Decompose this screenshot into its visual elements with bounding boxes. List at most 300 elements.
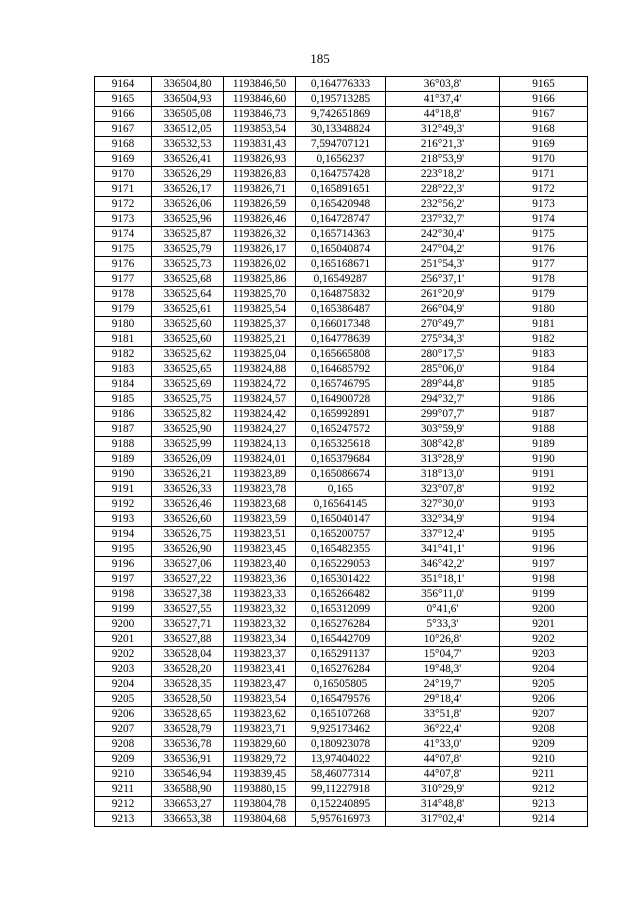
next-point-number-cell: 9178: [500, 272, 588, 287]
y-coordinate-cell: 1193823,40: [224, 557, 296, 572]
point-number-cell: 9177: [95, 272, 152, 287]
y-coordinate-cell: 1193826,83: [224, 167, 296, 182]
point-number-cell: 9187: [95, 422, 152, 437]
distance-cell: 0,165200757: [296, 527, 386, 542]
bearing-angle-cell: 256°37,1': [386, 272, 500, 287]
next-point-number-cell: 9204: [500, 662, 588, 677]
next-point-number-cell: 9180: [500, 302, 588, 317]
distance-cell: 13,97404022: [296, 752, 386, 767]
bearing-angle-cell: 232°56,2': [386, 197, 500, 212]
x-coordinate-cell: 336526,75: [152, 527, 224, 542]
bearing-angle-cell: 29°18,4': [386, 692, 500, 707]
x-coordinate-cell: 336525,82: [152, 407, 224, 422]
x-coordinate-cell: 336653,27: [152, 797, 224, 812]
next-point-number-cell: 9174: [500, 212, 588, 227]
table-row: [95, 122, 588, 137]
distance-cell: 0,165247572: [296, 422, 386, 437]
x-coordinate-cell: 336526,21: [152, 467, 224, 482]
next-point-number-cell: 9170: [500, 152, 588, 167]
y-coordinate-cell: 1193823,89: [224, 467, 296, 482]
bearing-angle-cell: 15°04,7': [386, 647, 500, 662]
distance-cell: 0,165442709: [296, 632, 386, 647]
distance-cell: 0,164776333: [296, 77, 386, 92]
next-point-number-cell: 9208: [500, 722, 588, 737]
point-number-cell: 9193: [95, 512, 152, 527]
y-coordinate-cell: 1193825,86: [224, 272, 296, 287]
y-coordinate-cell: 1193826,02: [224, 257, 296, 272]
next-point-number-cell: 9207: [500, 707, 588, 722]
point-number-cell: 9191: [95, 482, 152, 497]
point-number-cell: 9197: [95, 572, 152, 587]
table-row: [95, 242, 588, 257]
point-number-cell: 9183: [95, 362, 152, 377]
table-row: [95, 722, 588, 737]
x-coordinate-cell: 336546,94: [152, 767, 224, 782]
x-coordinate-cell: 336528,79: [152, 722, 224, 737]
distance-cell: 0,165301422: [296, 572, 386, 587]
point-number-cell: 9172: [95, 197, 152, 212]
point-number-cell: 9166: [95, 107, 152, 122]
y-coordinate-cell: 1193824,42: [224, 407, 296, 422]
next-point-number-cell: 9196: [500, 542, 588, 557]
bearing-angle-cell: 337°12,4': [386, 527, 500, 542]
x-coordinate-cell: 336528,50: [152, 692, 224, 707]
table-row: [95, 107, 588, 122]
table-row: [95, 392, 588, 407]
table-row: [95, 302, 588, 317]
bearing-angle-cell: 36°03,8': [386, 77, 500, 92]
point-number-cell: 9201: [95, 632, 152, 647]
table-row: [95, 272, 588, 287]
point-number-cell: 9176: [95, 257, 152, 272]
point-number-cell: 9205: [95, 692, 152, 707]
next-point-number-cell: 9182: [500, 332, 588, 347]
x-coordinate-cell: 336525,79: [152, 242, 224, 257]
bearing-angle-cell: 341°41,1': [386, 542, 500, 557]
distance-cell: 0,165168671: [296, 257, 386, 272]
y-coordinate-cell: 1193826,17: [224, 242, 296, 257]
table-row: [95, 497, 588, 512]
point-number-cell: 9165: [95, 92, 152, 107]
bearing-angle-cell: 280°17,5': [386, 347, 500, 362]
bearing-angle-cell: 216°21,3': [386, 137, 500, 152]
table-row: [95, 542, 588, 557]
distance-cell: 0,180923078: [296, 737, 386, 752]
y-coordinate-cell: 1193823,41: [224, 662, 296, 677]
bearing-angle-cell: 19°48,3': [386, 662, 500, 677]
distance-cell: 9,925173462: [296, 722, 386, 737]
point-number-cell: 9179: [95, 302, 152, 317]
point-number-cell: 9196: [95, 557, 152, 572]
next-point-number-cell: 9176: [500, 242, 588, 257]
point-number-cell: 9213: [95, 812, 152, 827]
next-point-number-cell: 9191: [500, 467, 588, 482]
y-coordinate-cell: 1193824,01: [224, 452, 296, 467]
distance-cell: 0,165276284: [296, 662, 386, 677]
bearing-angle-cell: 299°07,7': [386, 407, 500, 422]
distance-cell: 9,742651869: [296, 107, 386, 122]
distance-cell: 99,11227918: [296, 782, 386, 797]
x-coordinate-cell: 336526,41: [152, 152, 224, 167]
y-coordinate-cell: 1193829,72: [224, 752, 296, 767]
next-point-number-cell: 9175: [500, 227, 588, 242]
table-row: [95, 587, 588, 602]
y-coordinate-cell: 1193823,68: [224, 497, 296, 512]
next-point-number-cell: 9213: [500, 797, 588, 812]
table-row: [95, 782, 588, 797]
next-point-number-cell: 9212: [500, 782, 588, 797]
next-point-number-cell: 9183: [500, 347, 588, 362]
x-coordinate-cell: 336525,90: [152, 422, 224, 437]
point-number-cell: 9210: [95, 767, 152, 782]
bearing-angle-cell: 289°44,8': [386, 377, 500, 392]
bearing-angle-cell: 310°29,9': [386, 782, 500, 797]
point-number-cell: 9180: [95, 317, 152, 332]
next-point-number-cell: 9203: [500, 647, 588, 662]
x-coordinate-cell: 336525,75: [152, 392, 224, 407]
table-row: [95, 692, 588, 707]
y-coordinate-cell: 1193825,21: [224, 332, 296, 347]
distance-cell: 0,165291137: [296, 647, 386, 662]
y-coordinate-cell: 1193823,62: [224, 707, 296, 722]
table-row: [95, 257, 588, 272]
next-point-number-cell: 9167: [500, 107, 588, 122]
point-number-cell: 9186: [95, 407, 152, 422]
distance-cell: 0,164757428: [296, 167, 386, 182]
table-row: [95, 407, 588, 422]
distance-cell: 0,164875832: [296, 287, 386, 302]
distance-cell: 0,16549287: [296, 272, 386, 287]
distance-cell: 0,165665808: [296, 347, 386, 362]
x-coordinate-cell: 336504,93: [152, 92, 224, 107]
y-coordinate-cell: 1193880,15: [224, 782, 296, 797]
table-row: [95, 137, 588, 152]
bearing-angle-cell: 303°59,9': [386, 422, 500, 437]
next-point-number-cell: 9193: [500, 497, 588, 512]
distance-cell: 0,165992891: [296, 407, 386, 422]
bearing-angle-cell: 313°28,9': [386, 452, 500, 467]
next-point-number-cell: 9197: [500, 557, 588, 572]
y-coordinate-cell: 1193853,54: [224, 122, 296, 137]
y-coordinate-cell: 1193824,88: [224, 362, 296, 377]
y-coordinate-cell: 1193824,57: [224, 392, 296, 407]
bearing-angle-cell: 332°34,9': [386, 512, 500, 527]
distance-cell: 0,165479576: [296, 692, 386, 707]
table-row: [95, 737, 588, 752]
distance-cell: 0,164778639: [296, 332, 386, 347]
next-point-number-cell: 9171: [500, 167, 588, 182]
next-point-number-cell: 9214: [500, 812, 588, 827]
y-coordinate-cell: 1193829,60: [224, 737, 296, 752]
x-coordinate-cell: 336526,06: [152, 197, 224, 212]
table-row: [95, 797, 588, 812]
x-coordinate-cell: 336525,87: [152, 227, 224, 242]
y-coordinate-cell: 1193823,54: [224, 692, 296, 707]
bearing-angle-cell: 228°22,3': [386, 182, 500, 197]
point-number-cell: 9206: [95, 707, 152, 722]
point-number-cell: 9204: [95, 677, 152, 692]
x-coordinate-cell: 336526,09: [152, 452, 224, 467]
bearing-angle-cell: 44°18,8': [386, 107, 500, 122]
table-row: [95, 92, 588, 107]
next-point-number-cell: 9206: [500, 692, 588, 707]
next-point-number-cell: 9202: [500, 632, 588, 647]
point-number-cell: 9182: [95, 347, 152, 362]
x-coordinate-cell: 336505,08: [152, 107, 224, 122]
y-coordinate-cell: 1193804,68: [224, 812, 296, 827]
next-point-number-cell: 9209: [500, 737, 588, 752]
point-number-cell: 9171: [95, 182, 152, 197]
next-point-number-cell: 9166: [500, 92, 588, 107]
distance-cell: 0,16505805: [296, 677, 386, 692]
y-coordinate-cell: 1193823,33: [224, 587, 296, 602]
distance-cell: 0,165325618: [296, 437, 386, 452]
next-point-number-cell: 9179: [500, 287, 588, 302]
bearing-angle-cell: 351°18,1': [386, 572, 500, 587]
point-number-cell: 9174: [95, 227, 152, 242]
x-coordinate-cell: 336536,78: [152, 737, 224, 752]
next-point-number-cell: 9189: [500, 437, 588, 452]
distance-cell: 0,195713285: [296, 92, 386, 107]
x-coordinate-cell: 336525,60: [152, 332, 224, 347]
next-point-number-cell: 9177: [500, 257, 588, 272]
point-number-cell: 9208: [95, 737, 152, 752]
point-number-cell: 9194: [95, 527, 152, 542]
next-point-number-cell: 9172: [500, 182, 588, 197]
point-number-cell: 9184: [95, 377, 152, 392]
next-point-number-cell: 9201: [500, 617, 588, 632]
next-point-number-cell: 9187: [500, 407, 588, 422]
table-row: [95, 677, 588, 692]
table-row: [95, 512, 588, 527]
bearing-angle-cell: 251°54,3': [386, 257, 500, 272]
distance-cell: 0,165266482: [296, 587, 386, 602]
distance-cell: 0,165891651: [296, 182, 386, 197]
x-coordinate-cell: 336525,60: [152, 317, 224, 332]
bearing-angle-cell: 294°32,7': [386, 392, 500, 407]
bearing-angle-cell: 356°11,0': [386, 587, 500, 602]
table-row: [95, 197, 588, 212]
table-row: [95, 572, 588, 587]
point-number-cell: 9188: [95, 437, 152, 452]
distance-cell: 0,164728747: [296, 212, 386, 227]
table-row: [95, 422, 588, 437]
next-point-number-cell: 9198: [500, 572, 588, 587]
x-coordinate-cell: 336653,38: [152, 812, 224, 827]
bearing-angle-cell: 41°37,4': [386, 92, 500, 107]
distance-cell: 0,165714363: [296, 227, 386, 242]
y-coordinate-cell: 1193823,59: [224, 512, 296, 527]
distance-cell: 30,13348824: [296, 122, 386, 137]
distance-cell: 0,165229053: [296, 557, 386, 572]
distance-cell: 0,165: [296, 482, 386, 497]
point-number-cell: 9212: [95, 797, 152, 812]
y-coordinate-cell: 1193823,36: [224, 572, 296, 587]
x-coordinate-cell: 336525,64: [152, 287, 224, 302]
table-row: [95, 287, 588, 302]
y-coordinate-cell: 1193825,54: [224, 302, 296, 317]
y-coordinate-cell: 1193826,32: [224, 227, 296, 242]
x-coordinate-cell: 336525,73: [152, 257, 224, 272]
x-coordinate-cell: 336525,69: [152, 377, 224, 392]
y-coordinate-cell: 1193826,46: [224, 212, 296, 227]
y-coordinate-cell: 1193825,70: [224, 287, 296, 302]
table-row: [95, 212, 588, 227]
table-row: [95, 557, 588, 572]
table-row: [95, 452, 588, 467]
point-number-cell: 9202: [95, 647, 152, 662]
next-point-number-cell: 9184: [500, 362, 588, 377]
y-coordinate-cell: 1193823,51: [224, 527, 296, 542]
next-point-number-cell: 9168: [500, 122, 588, 137]
distance-cell: 0,166017348: [296, 317, 386, 332]
y-coordinate-cell: 1193823,32: [224, 617, 296, 632]
coordinates-table: [94, 76, 588, 827]
table-row: [95, 767, 588, 782]
distance-cell: 0,165107268: [296, 707, 386, 722]
bearing-angle-cell: 323°07,8': [386, 482, 500, 497]
next-point-number-cell: 9188: [500, 422, 588, 437]
point-number-cell: 9195: [95, 542, 152, 557]
distance-cell: 0,165379684: [296, 452, 386, 467]
bearing-angle-cell: 44°07,8': [386, 767, 500, 782]
y-coordinate-cell: 1193846,50: [224, 77, 296, 92]
point-number-cell: 9164: [95, 77, 152, 92]
bearing-angle-cell: 318°13,0': [386, 467, 500, 482]
table-row: [95, 602, 588, 617]
table-row: [95, 377, 588, 392]
point-number-cell: 9203: [95, 662, 152, 677]
x-coordinate-cell: 336527,06: [152, 557, 224, 572]
table-row: [95, 77, 588, 92]
y-coordinate-cell: 1193823,32: [224, 602, 296, 617]
bearing-angle-cell: 317°02,4': [386, 812, 500, 827]
point-number-cell: 9198: [95, 587, 152, 602]
point-number-cell: 9209: [95, 752, 152, 767]
table-row: [95, 617, 588, 632]
point-number-cell: 9189: [95, 452, 152, 467]
x-coordinate-cell: 336525,99: [152, 437, 224, 452]
distance-cell: 0,164685792: [296, 362, 386, 377]
bearing-angle-cell: 275°34,3': [386, 332, 500, 347]
table-row: [95, 812, 588, 827]
point-number-cell: 9169: [95, 152, 152, 167]
distance-cell: 0,165040147: [296, 512, 386, 527]
table-row: [95, 317, 588, 332]
bearing-angle-cell: 261°20,9': [386, 287, 500, 302]
distance-cell: 5,957616973: [296, 812, 386, 827]
y-coordinate-cell: 1193823,47: [224, 677, 296, 692]
table-row: [95, 752, 588, 767]
x-coordinate-cell: 336526,60: [152, 512, 224, 527]
bearing-angle-cell: 312°49,3': [386, 122, 500, 137]
x-coordinate-cell: 336526,46: [152, 497, 224, 512]
y-coordinate-cell: 1193823,71: [224, 722, 296, 737]
x-coordinate-cell: 336526,33: [152, 482, 224, 497]
next-point-number-cell: 9211: [500, 767, 588, 782]
x-coordinate-cell: 336536,91: [152, 752, 224, 767]
y-coordinate-cell: 1193839,45: [224, 767, 296, 782]
distance-cell: 0,152240895: [296, 797, 386, 812]
distance-cell: 0,165040874: [296, 242, 386, 257]
next-point-number-cell: 9181: [500, 317, 588, 332]
point-number-cell: 9199: [95, 602, 152, 617]
bearing-angle-cell: 218°53,9': [386, 152, 500, 167]
point-number-cell: 9173: [95, 212, 152, 227]
bearing-angle-cell: 223°18,2': [386, 167, 500, 182]
x-coordinate-cell: 336512,05: [152, 122, 224, 137]
table-row: [95, 707, 588, 722]
next-point-number-cell: 9200: [500, 602, 588, 617]
bearing-angle-cell: 24°19,7': [386, 677, 500, 692]
next-point-number-cell: 9186: [500, 392, 588, 407]
bearing-angle-cell: 270°49,7': [386, 317, 500, 332]
x-coordinate-cell: 336532,53: [152, 137, 224, 152]
x-coordinate-cell: 336527,88: [152, 632, 224, 647]
y-coordinate-cell: 1193846,73: [224, 107, 296, 122]
x-coordinate-cell: 336526,17: [152, 182, 224, 197]
x-coordinate-cell: 336528,20: [152, 662, 224, 677]
table-row: [95, 527, 588, 542]
y-coordinate-cell: 1193826,93: [224, 152, 296, 167]
distance-cell: 0,1656237: [296, 152, 386, 167]
y-coordinate-cell: 1193831,43: [224, 137, 296, 152]
table-row: [95, 662, 588, 677]
point-number-cell: 9167: [95, 122, 152, 137]
y-coordinate-cell: 1193824,72: [224, 377, 296, 392]
x-coordinate-cell: 336527,22: [152, 572, 224, 587]
table-row: [95, 437, 588, 452]
bearing-angle-cell: 10°26,8': [386, 632, 500, 647]
x-coordinate-cell: 336528,35: [152, 677, 224, 692]
bearing-angle-cell: 327°30,0': [386, 497, 500, 512]
y-coordinate-cell: 1193824,27: [224, 422, 296, 437]
y-coordinate-cell: 1193825,04: [224, 347, 296, 362]
bearing-angle-cell: 33°51,8': [386, 707, 500, 722]
next-point-number-cell: 9194: [500, 512, 588, 527]
distance-cell: 0,165312099: [296, 602, 386, 617]
x-coordinate-cell: 336528,65: [152, 707, 224, 722]
next-point-number-cell: 9169: [500, 137, 588, 152]
table-row: [95, 152, 588, 167]
bearing-angle-cell: 0°41,6': [386, 602, 500, 617]
bearing-angle-cell: 308°42,8': [386, 437, 500, 452]
table-row: [95, 332, 588, 347]
bearing-angle-cell: 41°33,0': [386, 737, 500, 752]
y-coordinate-cell: 1193804,78: [224, 797, 296, 812]
distance-cell: 0,165420948: [296, 197, 386, 212]
next-point-number-cell: 9205: [500, 677, 588, 692]
y-coordinate-cell: 1193823,37: [224, 647, 296, 662]
bearing-angle-cell: 237°32,7': [386, 212, 500, 227]
x-coordinate-cell: 336525,96: [152, 212, 224, 227]
x-coordinate-cell: 336528,04: [152, 647, 224, 662]
bearing-angle-cell: 36°22,4': [386, 722, 500, 737]
distance-cell: 0,165086674: [296, 467, 386, 482]
y-coordinate-cell: 1193826,59: [224, 197, 296, 212]
table-row: [95, 347, 588, 362]
bearing-angle-cell: 247°04,2': [386, 242, 500, 257]
table-row: [95, 227, 588, 242]
x-coordinate-cell: 336527,38: [152, 587, 224, 602]
next-point-number-cell: 9192: [500, 482, 588, 497]
y-coordinate-cell: 1193823,34: [224, 632, 296, 647]
y-coordinate-cell: 1193823,78: [224, 482, 296, 497]
y-coordinate-cell: 1193846,60: [224, 92, 296, 107]
y-coordinate-cell: 1193824,13: [224, 437, 296, 452]
point-number-cell: 9175: [95, 242, 152, 257]
next-point-number-cell: 9195: [500, 527, 588, 542]
